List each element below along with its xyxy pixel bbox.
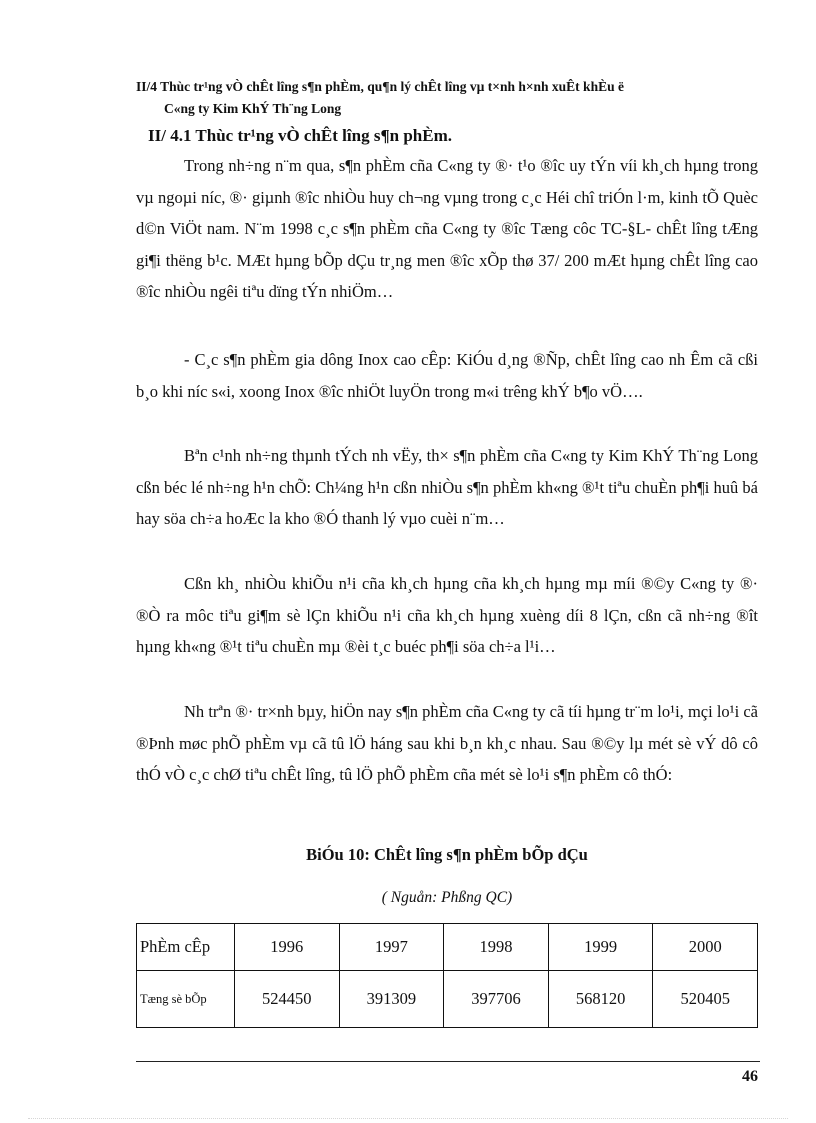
paragraph-text: - C¸c s¶n phÈm gia dông Inox cao cÊp: KiÓu d¸ng ®Ñp, chÊt lîng cao nh Êm cã cßi b¸o khi níc s«i, xoong Inox ®îc nhiÖt luyÖn trong m«i trêng khÝ b¶o vÖ….	[136, 350, 758, 401]
paragraph	[136, 150, 758, 314]
row-label-cell: Tæng sè bÕp	[137, 971, 235, 1028]
paragraph-text: Trong nh÷ng n¨m qua, s¶n phÈm cña C«ng ty ®· t¹o ®îc uy tÝn víi kh¸ch hµng trong vµ ngoµi níc, ®· giµnh ®îc nhiÒu huy ch¬ng vµng trong c¸c Héi chî triÓn l·m, kinh tÕ Quèc d©n ViÖt nam. N¨m 1998 c¸c s¶n phÈm cña C«ng ty ®îc Tæng côc TC-§L- chÊt lîng tÆng gi¶i thëng b¹c. MÆt hµng bÕp dÇu tr¸ng men ®îc xÕp thø 37/ 200 mÆt hµng chÊt lîng cao ®îc nhiÒu ngêi tiªu dïng tÝn nhiÖm…	[136, 156, 758, 301]
section-heading	[136, 76, 766, 120]
paragraph-text: Nh trªn ®· tr×nh bµy, hiÖn nay s¶n phÈm cña C«ng ty cã tíi hµng tr¨m lo¹i, mçi lo¹i cã ®Þnh møc phÕ phÈm vµ cã tû lÖ háng sau khi b¸n kh¸c nhau. Sau ®©y lµ mét sè vÝ dô cô thÓ vÒ c¸c chØ tiªu chÊt lîng, tû lÖ phÕ phÈm cña mét sè lo¹i s¶n phÈm cô thÓ:	[136, 702, 758, 784]
year-cell: 1998	[444, 924, 549, 971]
year-cell: 2000	[653, 924, 758, 971]
value-cell: 524450	[235, 971, 340, 1028]
paragraph	[136, 440, 758, 541]
value-cell: 391309	[339, 971, 444, 1028]
table-source: ( Nguån: Phßng QC)	[381, 889, 513, 906]
year-cell: 1999	[548, 924, 653, 971]
year-cell: 1997	[339, 924, 444, 971]
table-title: BiÓu 10: ChÊt lîng s¶n phÈm bÕp dÇu	[306, 845, 588, 864]
paragraph	[136, 344, 758, 413]
value-cell: 397706	[444, 971, 549, 1028]
paragraph-text: Bªn c¹nh nh÷ng thµnh tÝch nh vËy, th× s¶n phÈm cña C«ng ty Kim KhÝ Th¨ng Long cßn béc lé nh÷ng h¹n chÕ: Ch¼ng h¹n cßn nhiÒu s¶n phÈm kh«ng ®¹t tiªu chuÈn ph¶i huû bá hay söa ch÷a hoÆc la kho ®Ó thanh lý vµo cuèi n¨m…	[136, 446, 758, 528]
footer-divider	[136, 1061, 760, 1062]
value-cell: 520405	[653, 971, 758, 1028]
year-cell: 1996	[235, 924, 340, 971]
page-number: 46	[742, 1068, 758, 1085]
header-label-cell: PhÈm cÊp	[137, 924, 235, 971]
quality-table	[136, 923, 758, 1028]
page-edge-dotted-line	[28, 1118, 788, 1119]
section-heading-line1: II/4 Thùc tr¹ng vÒ chÊt lîng s¶n phÈm, qu¶n lý chÊt lîng vµ t×nh h×nh xuÊt khÈu ë	[136, 79, 624, 94]
paragraph	[136, 696, 758, 797]
table-header-row	[137, 924, 758, 971]
paragraph	[136, 568, 758, 669]
subsection-heading: II/ 4.1 Thùc tr¹ng vÒ chÊt lîng s¶n phÈm.	[148, 126, 452, 145]
table-row	[137, 971, 758, 1028]
value-cell: 568120	[548, 971, 653, 1028]
section-heading-line2: C«ng ty Kim KhÝ Th¨ng Long	[164, 101, 342, 116]
paragraph-text: Cßn kh¸ nhiÒu khiÕu n¹i cña kh¸ch hµng cña kh¸ch hµng mµ míi ®©y C«ng ty ®· ®Ò ra môc tiªu gi¶m sè lÇn khiÕu n¹i cña kh¸ch hµng xuèng díi 8 lÇn, cßn cã nh÷ng ®ît hµng kh«ng ®¹t tiªu chuÈn mµ ®èi t¸c buéc ph¶i söa ch÷a l¹i…	[136, 574, 758, 656]
